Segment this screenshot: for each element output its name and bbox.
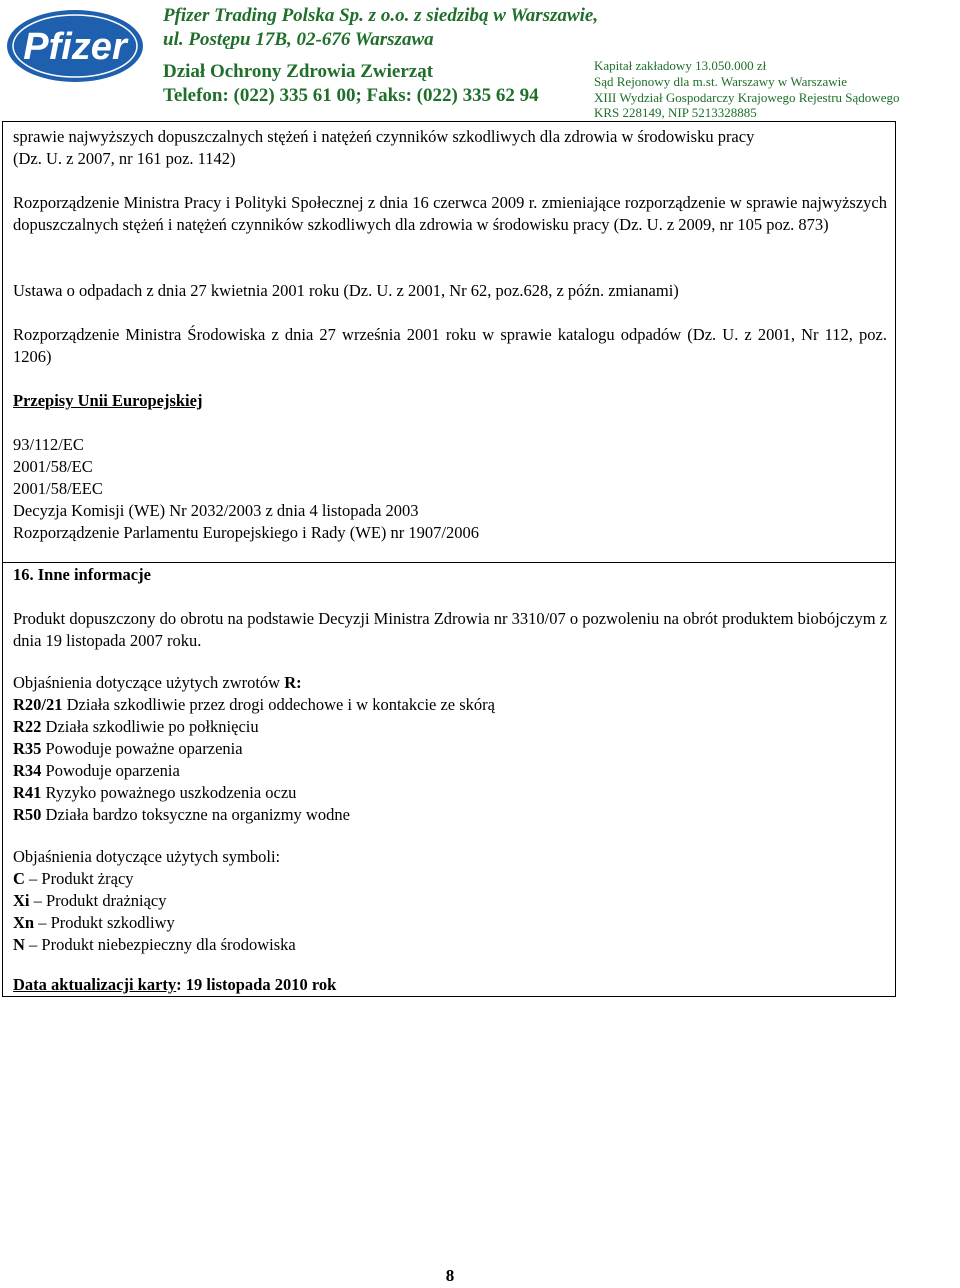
r-phrase: R41 Ryzyko poważnego uszkodzenia oczu — [13, 783, 297, 802]
eu-heading: Przepisy Unii Europejskiej — [13, 391, 203, 410]
r-phrase: R50 Działa bardzo toksyczne na organizmy wodne — [13, 805, 350, 824]
symbol-item: C – Produkt żrący — [13, 869, 134, 888]
division-name: Dział Ochrony Zdrowia Zwierząt — [163, 61, 434, 82]
page-header — [0, 0, 960, 120]
eu-item: Decyzja Komisji (WE) Nr 2032/2003 z dnia 4 listopada 2003 — [13, 501, 419, 520]
page-number: 8 — [445, 1266, 455, 1285]
section-16-title: 16. Inne informacje — [13, 565, 151, 584]
logo-text: Pfizer — [23, 26, 127, 68]
symbol-item: Xn – Produkt szkodliwy — [13, 913, 175, 932]
capital-info: Kapitał zakładowy 13.050.000 zł — [594, 58, 767, 73]
r-phrases-intro: Objaśnienia dotyczące użytych zwrotów R: — [13, 673, 302, 692]
pfizer-logo — [4, 6, 146, 84]
eu-item: Rozporządzenie Parlamentu Europejskiego i Rady (WE) nr 1907/2006 — [13, 523, 479, 542]
symbol-item: N – Produkt niebezpieczny dla środowiska — [13, 935, 296, 954]
eu-item: 2001/58/EEC — [13, 479, 103, 498]
court-department: XIII Wydział Gospodarczy Krajowego Rejestru Sądowego — [594, 90, 900, 105]
update-date: Data aktualizacji karty: 19 listopada 2010 rok — [13, 975, 337, 994]
registry-numbers: KRS 228149, NIP 5213328885 — [594, 105, 757, 120]
regulation-citation: (Dz. U. z 2007, nr 161 poz. 1142) — [13, 149, 236, 168]
company-address: ul. Postępu 17B, 02-676 Warszawa — [163, 29, 434, 50]
section-divider — [3, 562, 895, 563]
r-phrase: R20/21 Działa szkodliwie przez drogi oddechowe i w kontakcie ze skórą — [13, 695, 495, 714]
r-phrase: R34 Powoduje oparzenia — [13, 761, 180, 780]
contact-phone: Telefon: (022) 335 61 00; Faks: (022) 335 62 94 — [163, 85, 539, 106]
company-name: Pfizer Trading Polska Sp. z o.o. z siedzibą w Warszawie, — [163, 5, 599, 26]
r-phrase: R35 Powoduje poważne oparzenia — [13, 739, 243, 758]
waste-act: Ustawa o odpadach z dnia 27 kwietnia 2001 roku (Dz. U. z 2001, Nr 62, poz.628, z późn. zmianami) — [13, 281, 679, 300]
symbols-intro: Objaśnienia dotyczące użytych symboli: — [13, 847, 281, 866]
regulation-text: sprawie najwyższych dopuszczalnych stężeń i natężeń czynników szkodliwych dla zdrowia w środowisku pracy — [13, 127, 755, 146]
eu-item: 93/112/EC — [13, 435, 84, 454]
court-info: Sąd Rejonowy dla m.st. Warszawy w Warszawie — [594, 74, 848, 89]
eu-item: 2001/58/EC — [13, 457, 93, 476]
regulation-paragraph: Rozporządzenie Ministra Pracy i Polityki Społecznej z dnia 16 czerwca 2009 r. zmieniające rozporządzenie w sprawie najwyższych dopuszczalnych stężeń i natężeń czynników szkodliwych dla zdrowia w środowisku pracy (Dz. U. z 2009, nr 105 poz. 873) — [13, 193, 887, 234]
product-authorization: Produkt dopuszczony do obrotu na podstawie Decyzji Ministra Zdrowia nr 3310/07 o pozwoleniu na obrót produktem biobójczym z dnia 19 listopada 2007 roku. — [13, 609, 887, 650]
symbol-item: Xi – Produkt drażniący — [13, 891, 167, 910]
r-phrase: R22 Działa szkodliwie po połknięciu — [13, 717, 259, 736]
waste-catalogue-regulation: Rozporządzenie Ministra Środowiska z dnia 27 września 2001 roku w sprawie katalogu odpadów (Dz. U. z 2001, Nr 112, poz. 1206) — [13, 325, 887, 366]
content-frame — [2, 121, 896, 997]
